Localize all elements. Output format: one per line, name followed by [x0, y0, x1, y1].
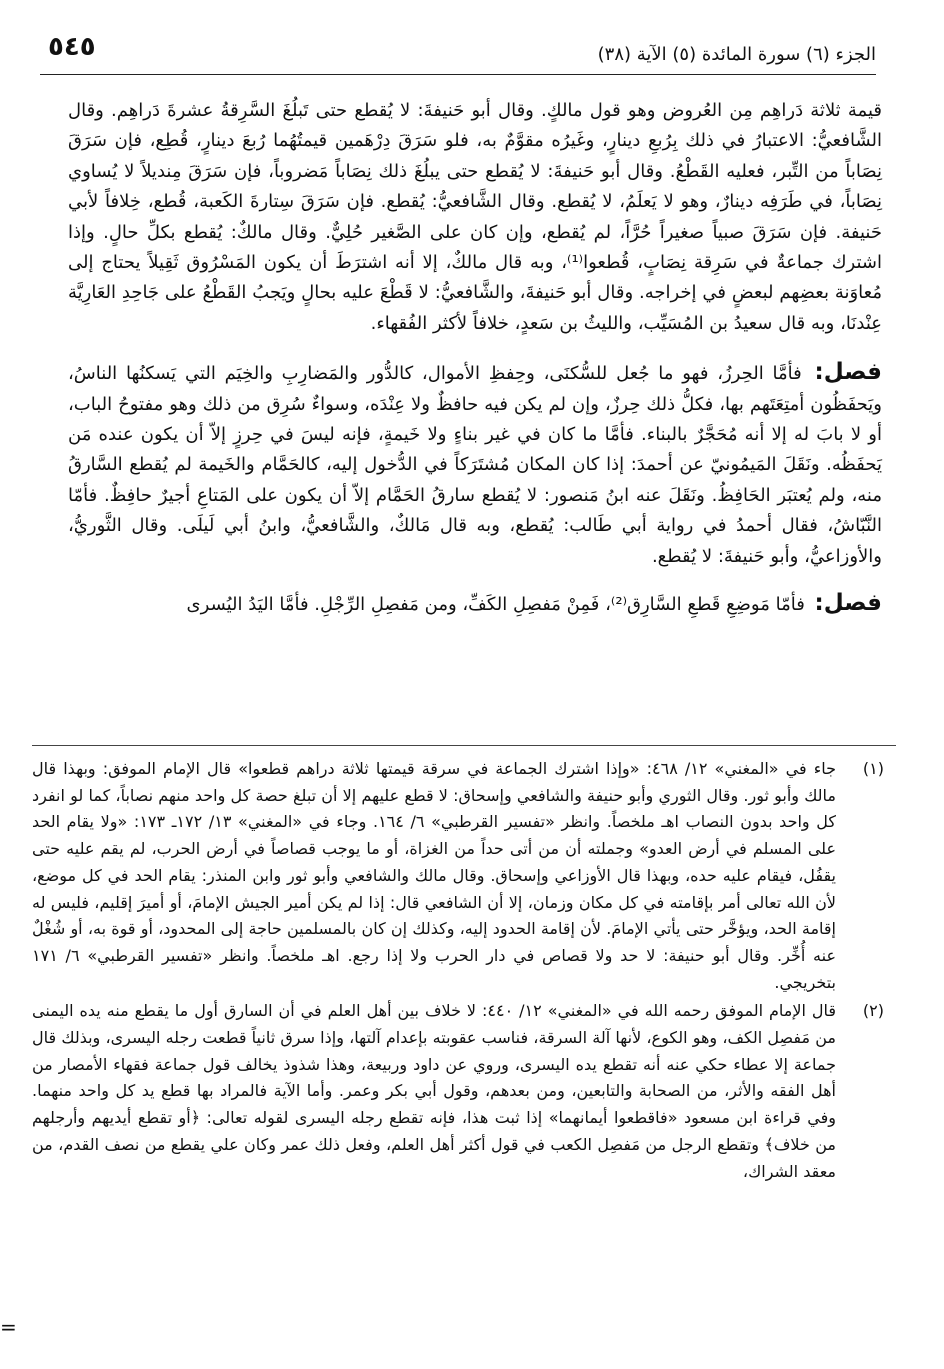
paragraph-text: فأمَّا الحِرزُ، فهو ما جُعل للسُّكنَى، وحِفظِ الأموال، كالدُّور والمَضارِبِ والخِيَم التي يَسكنُها الناسُ، ويَحفَظُون أمتِعَتَهم بها، فكلُّ ذلك حِرزٌ، وإن لم يكن فيه حافظٌ ولا عِنْدَه، وسواءٌ سُرِق من ذلك وهو مفتوحُ الباب، أو لا بابَ له إلا أنه مُحَجَّرٌ بالبناء. فأمَّا ما كان في غير بناءٍ ولا خَيمةٍ، فإنه ليسَ في حِرزٍ إلاّ أن يكون عنده مَن يَحفَظُه. ونَقَلَ المَيمُونيّ عن أحمدَ: إذا كان المكان مُشتَرَكاً في الدُّخول إليه، كالحَمَّام والخَيمة لم يُقطع السَّارقُ منه، ولم يُعتبَر الحَافِظُ. ونَقَلَ عنه ابنُ مَنصور: لا يُقطع سارقُ الحَمَّام إلاّ أن يكون على المَتاعِ أجيرٌ حافِظٌ. فأمّا النَّبّاشُ، فقال أحمدُ في رواية أبي طَالب: يُقطع، وبه قال مَالكٌ، والشَّافعيُّ، وابنُ أبي لَيلَى. وقال الثَّوريُّ، والأوزاعيُّ، وأبو حَنيفةَ: لا يُقطع.: [68, 363, 882, 567]
paragraph: [68, 588, 882, 620]
footnote-number: (٢): [862, 1001, 884, 1021]
page-number: ٥٤٥: [48, 32, 96, 62]
footnote: [32, 756, 896, 996]
footnote-text: قال الإمام الموفق رحمه الله في «المغني» ١٢/ ٤٤٠: لا خلاف بين أهل العلم في أن السارق أول ما يقطع منه يده اليمنى من مَفصِل الكف، وهو الكوع، لأنها آلة السرقة، فناسب عقوبته بإعدام آلتها، وإذا سرق ثانياً قطعت رجله اليسرى، وبذلك قال جماعة إلا عطاء حكي عنه أنه تقطع يده اليسرى، وروي عن داود وربيعة، وهذا شذوذ يخالف قول جماعة فقهاء الأمصار من أهل الفقه والأثر، من الصحابة والتابعين، ومن بعدهم، وقول أبي بكر وعمر. وأما الآية فالمراد بها قطع يد كل واحد منهما. وفي قراءة ابن مسعود «فاقطعوا أيمانهما» إذا ثبت هذا، فإنه تقطع رجله اليسرى لقوله تعالى: ﴿أو تقطع أيديهم وأرجلهم من خلاف﴾ وتقطع الرجل من مَفصِل الكعب في قول أكثر أهل العلم، وفعل ذلك عمر وكان علي يقطع من نصف القدم، من معقد الشراك،: [32, 1001, 837, 1181]
continuation-mark: =: [0, 1315, 17, 1339]
footnote-text: جاء في «المغني» ١٢/ ٤٦٨: «وإذا اشترك الجماعة في سرقة قيمتها ثلاثة دراهم قطعوا» قال الإمام الموفق: وبهذا قال مالك وأبو ثور. وقال الثوري وأبو حنيفة والشافعي وإسحاق: لا قطع عليهم إلا أن تبلغ حصة كل واحد منهم نصاباً، كما لو انفرد كل واحد بدون النصاب اهـ ملخصاً. وانظر «تفسير القرطبي» ٦/ ١٦٤. وجاء في «المغني» ١٣/ ١٧٢ـ ١٧٣: «ولا يقام الحد على المسلم في أرض العدو» وجملته أن من أتى حداً من الغزاة، أو ما يوجب قصاصاً في أرض الحرب، لم يقم عليه حتى يقفُل، فيقام عليه حده، وبهذا قال الأوزاعي وإسحاق. وقال مالك والشافعي وأبو ثور وابن المنذر: يقام الحد في كل موضع، لأن الله تعالى أمر بإقامته في كل مكان وزمان، إلا أن الشافعي قال: إذا لم يكن أمير الجيش الإمامَ، أو أميرَ إقليم، فليس له إقامة الحد، ويؤخَّر حتى يأتي الإمامَ. لأن إقامة الحدود إليه، وكذلك إن كان بالمسلمين حاجة إلى المحدود، أو قوة به، أو شُغْلٌ عنه أُخِّر. وقال أبو حنيفة: لا حد ولا قصاص في دار الحرب ولا إذا رجع. اهـ ملخصاً. وانظر «تفسير القرطبي» ٦/ ١٧١ بتخريجي.: [32, 759, 837, 992]
page-header: [40, 30, 876, 75]
paragraph: [68, 357, 882, 572]
paragraph: قيمة ثلاثة دَراهِم مِن العُروض وهو قول مالكٍ. وقال أبو حَنيفةَ: لا يُقطع حتى تَبلُغَ السَّرِقةُ عشرةَ دَراهِم. وقال الشَّافعيُّ: الاعتبارُ في ذلك بِرُبعِ دينارٍ، وغَيرُه مقوَّمٌ به، فلو سَرَقَ دِرْهَمين قيمتُهُما رُبعَ دينارٍ، قُطِع، فإن سَرَقَ نِصَاباً من التِّبر، فعليه القَطْعُ. وقال أبو حَنيفةَ: لا يُقطع حتى يبلُغَ ذلك نِصَاباً مَضروباً، فإن سَرَقَ مِنديلاً لا يُساوي نِصَاباً، في طَرَفِه دينارٌ، وهو لا يَعلَمُ، لا يُقطع. وقال الشَّافعيُّ: يُقطع. فإن سَرَقَ سِتارةَ الكَعبة، قُطع، خِلافاً لأبي حَنيفة. فإن سَرَقَ صبياً صغيراً حُرَّاً، لم يُقطع، وإن كان على الصَّغير حُلِيٌّ. وقال مالكٌ: يُقطع بكلِّ حالٍ. وإذا اشترك جماعةٌ في سَرِقة نِصَابٍ، قُطعوا⁽¹⁾، وبه قال مالكٌ، إلا أنه اشترَطَ أن يكون المَسْرُوق ثَقِيلاً يحتاج إلى مُعاوَنة بعضِهم لبعضٍ في إخراجه. وقال أبو حَنيفةَ، والشَّافعيُّ: لا قَطْعَ عليه بحالٍ ويَجبُ القَطْعُ على جَاحِدِ العَارِيَّة عِنْدنَا، وبه قال سعيدُ بن المُسَيِّب، والليثُ بن سَعدٍ، خلافاً لأكثر الفُقهاء.: [68, 100, 883, 334]
running-head: الجزء (٦) سورة المائدة (٥) الآية (٣٨): [597, 44, 876, 65]
section-label: فصل:: [814, 359, 882, 386]
footnotes: [32, 745, 896, 1187]
section-label: فصل:: [814, 590, 882, 617]
main-text: [68, 96, 882, 621]
footnote: [32, 998, 896, 1185]
paragraph-text: فأمّا مَوضِعِ قَطعِ السَّارِق⁽²⁾، فَمِنْ مَفصِلِ الكَفِّ، ومن مَفصِلِ الرِّجْلِ. فأمَّا اليَدُ اليُسرى: [186, 594, 805, 616]
footnote-number: (١): [862, 759, 884, 778]
